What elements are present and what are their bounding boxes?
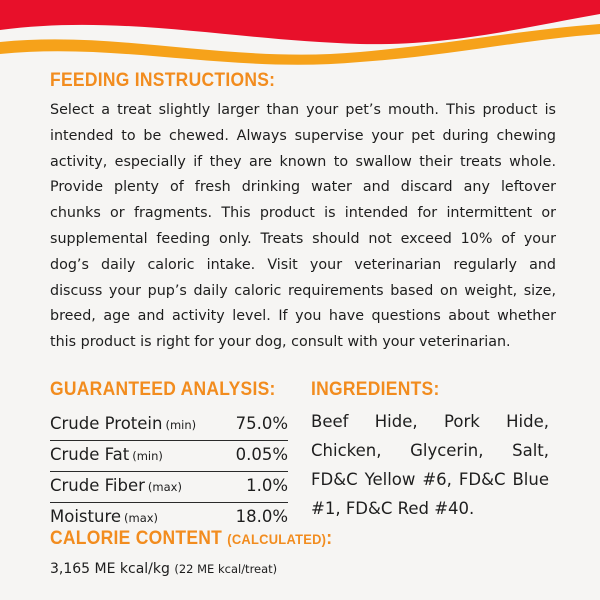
calorie-heading-sub: (CALCULATED): [227, 531, 327, 547]
nutrient-qualifier: (max): [124, 511, 159, 525]
ingredients-line: Beef Hide, Pork Hide,: [311, 412, 549, 431]
nutrient-qualifier: (max): [147, 480, 182, 494]
feeding-instructions-text: [50, 98, 556, 356]
guaranteed-analysis-table: [50, 410, 288, 533]
analysis-label: [50, 441, 163, 470]
nutrient-name: Crude Protein: [50, 414, 163, 433]
guaranteed-analysis-heading: GUARANTEED ANALYSIS:: [50, 379, 276, 400]
analysis-row: [50, 410, 288, 441]
nutrient-name: Crude Fiber: [50, 476, 145, 495]
nutrient-qualifier: (min): [132, 449, 163, 463]
calorie-per-treat: (22 ME kcal/treat): [174, 562, 278, 576]
analysis-label: [50, 472, 182, 501]
ingredients-line: FD&C Yellow #6, FD&C Blue: [311, 470, 549, 489]
feeding-line: dog’s daily caloric intake. Visit your veterinarian regularly and: [50, 256, 556, 273]
feeding-line: chunks or fragments. This product is intended for intermittent or: [50, 205, 556, 222]
feeding-line: intended to be chewed. Always supervise your pet during chewing: [50, 127, 556, 144]
analysis-row: [50, 472, 288, 503]
calorie-heading-main: CALORIE CONTENT: [50, 528, 223, 549]
feeding-line: Select a treat slightly larger than your pet’s mouth. This product is: [50, 102, 556, 118]
ingredients-line: #1, FD&C Red #40.: [311, 499, 475, 518]
feeding-line: discuss your pup’s daily caloric requirements based on weight, size,: [50, 282, 556, 299]
nutrient-value: 1.0%: [246, 476, 288, 495]
feeding-instructions-heading: FEEDING INSTRUCTIONS:: [50, 70, 276, 91]
ingredients-heading: INGREDIENTS:: [311, 379, 440, 400]
nutrient-value: 18.0%: [235, 507, 288, 526]
analysis-label: [50, 410, 196, 439]
nutrient-qualifier: (min): [165, 418, 197, 432]
nutrient-name: Moisture: [50, 507, 122, 526]
analysis-row: [50, 441, 288, 472]
calorie-content-heading: [50, 528, 332, 550]
decorative-wave-banner: [0, 0, 600, 70]
calorie-content-value: [50, 561, 277, 577]
calorie-heading-colon: :: [326, 528, 333, 549]
nutrient-value: 0.05%: [235, 445, 288, 464]
feeding-line: activity, especially if they are known to swallow their treats whole.: [50, 153, 556, 170]
calorie-per-kg: 3,165 ME kcal/kg: [50, 561, 170, 577]
feeding-line: breed, age and activity level. If you have questions about whether: [50, 308, 556, 325]
ingredients-list: [311, 407, 549, 523]
feeding-line: Provide plenty of fresh drinking water and discard any leftover: [50, 179, 556, 196]
nutrient-name: Crude Fat: [50, 445, 130, 464]
ingredients-line: Chicken, Glycerin, Salt,: [311, 441, 549, 460]
nutrient-value: 75.0%: [235, 414, 288, 433]
feeding-line: this product is right for your dog, consult with your veterinarian.: [50, 334, 511, 351]
feeding-line: supplemental feeding only. Treats should not exceed 10% of your: [50, 230, 556, 247]
